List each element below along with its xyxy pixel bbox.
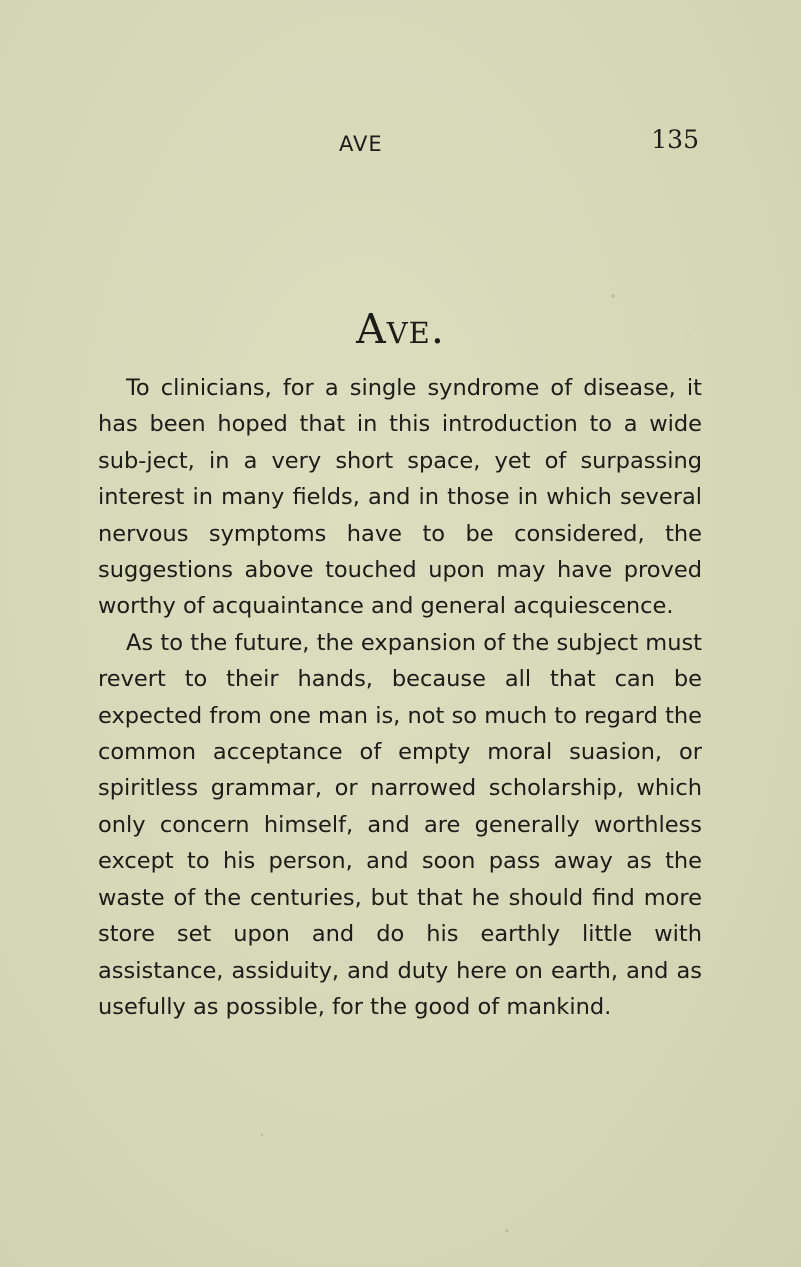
chapter-title: Ave. xyxy=(356,305,445,353)
body-text xyxy=(98,370,702,1025)
paragraph-2: As to the future, the expansion of the subject must revert to their hands, because all that can be expected from one man is, not so much to regard the common acceptance of empty moral suasion, or spiritless grammar, or narrowed scholarship, which only concern himself, and are generally worthless except to his person, and soon pass away as the waste of the centuries, but that he should find more store set upon and do his earthly little with assistance, assiduity, and duty here on earth, and as usefully as possible, for the good of mankind. xyxy=(98,629,702,1020)
running-head-title: AVE xyxy=(339,132,383,156)
paragraph-1: To clinicians, for a single syndrome of disease, it has been hoped that in this introduction to a wide sub-ject, in a very short space, yet of surpassing interest in many fields, and in those in which several nervous symptoms have to be considered, the suggestions above touched upon may have proved worthy of acquaintance and general acquiescence. xyxy=(98,375,702,620)
paper-speck xyxy=(506,1230,509,1233)
paper-speck xyxy=(261,1134,264,1137)
running-head xyxy=(0,126,801,162)
paper-speck xyxy=(611,294,614,297)
page-number: 135 xyxy=(651,125,699,154)
